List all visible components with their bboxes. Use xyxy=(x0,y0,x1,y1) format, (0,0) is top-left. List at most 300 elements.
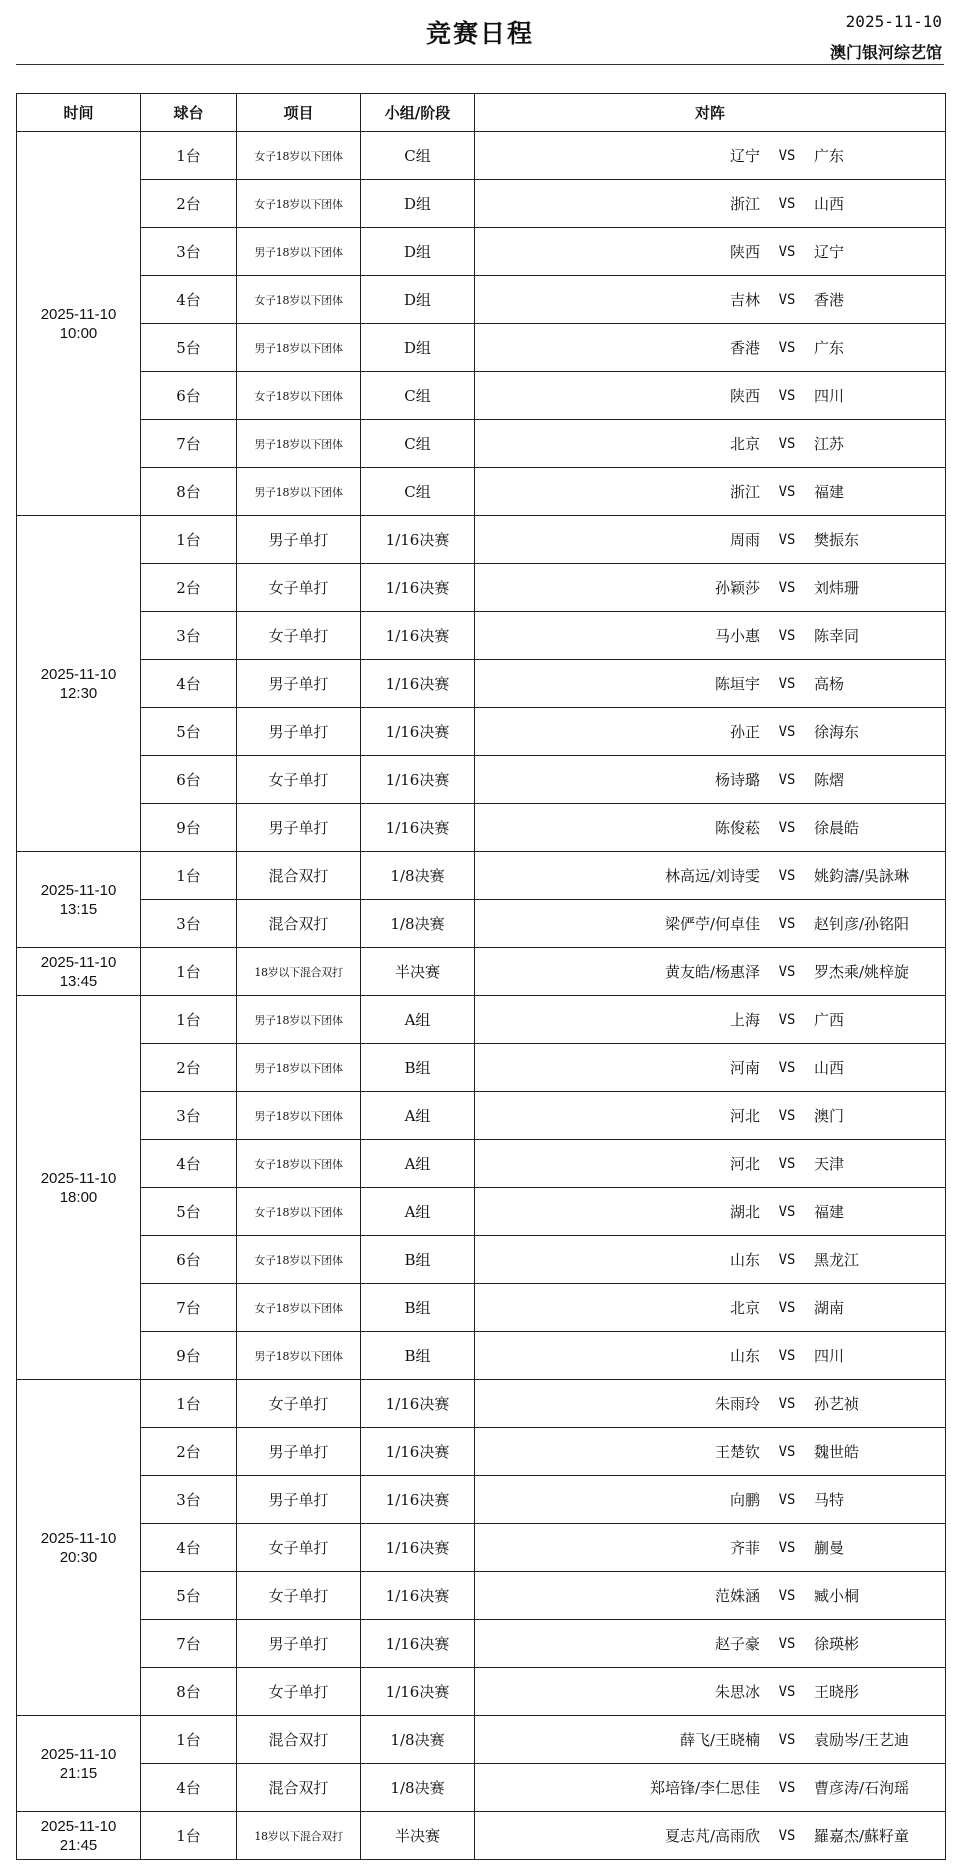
matchup xyxy=(475,804,946,852)
table-number: 6台 xyxy=(141,756,237,804)
event-name: 女子18岁以下团体 xyxy=(237,1188,361,1236)
vs-label: VS xyxy=(778,1251,796,1268)
table-number: 1台 xyxy=(141,996,237,1044)
matchup-line xyxy=(475,180,945,227)
session-date: 2025-11-10 xyxy=(40,1745,117,1763)
home-side: 薛飞/王晓楠 xyxy=(679,1731,760,1749)
matchup xyxy=(475,324,946,372)
stage-name: D组 xyxy=(361,276,475,324)
matchup xyxy=(475,900,946,948)
home-side: 浙江 xyxy=(729,483,760,501)
table-header-row xyxy=(17,94,946,132)
matchup xyxy=(475,852,946,900)
table-number: 5台 xyxy=(141,708,237,756)
stage-name: 1/16决赛 xyxy=(361,1572,475,1620)
away-side: 山西 xyxy=(814,1059,845,1077)
home-side: 杨诗璐 xyxy=(714,771,760,789)
matchup-line xyxy=(475,1812,945,1859)
table-row xyxy=(17,996,946,1044)
away-side: 山西 xyxy=(814,195,845,213)
matchup-line xyxy=(475,804,945,851)
event-name: 女子18岁以下团体 xyxy=(237,180,361,228)
stage-name: D组 xyxy=(361,324,475,372)
home-side: 马小惠 xyxy=(714,627,760,645)
home-side: 河北 xyxy=(729,1107,760,1125)
stage-name: D组 xyxy=(361,180,475,228)
vs-label: VS xyxy=(778,291,796,308)
matchup-line xyxy=(475,420,945,467)
away-side: 曹彦涛/石洵瑶 xyxy=(814,1779,910,1797)
stage-name: 1/16决赛 xyxy=(361,1620,475,1668)
matchup xyxy=(475,1764,946,1812)
away-side: 澳门 xyxy=(814,1107,845,1125)
matchup-line xyxy=(475,756,945,803)
stage-name: 1/8决赛 xyxy=(361,852,475,900)
session-date: 2025-11-10 xyxy=(40,305,117,323)
table-number: 5台 xyxy=(141,1188,237,1236)
table-row xyxy=(17,468,946,516)
table-row xyxy=(17,1092,946,1140)
column-header-stage: 小组/阶段 xyxy=(361,94,475,132)
stage-name: 1/8决赛 xyxy=(361,1716,475,1764)
stage-name: B组 xyxy=(361,1236,475,1284)
session-clock: 20:30 xyxy=(59,1548,98,1566)
home-side: 河北 xyxy=(729,1155,760,1173)
matchup xyxy=(475,1572,946,1620)
table-row xyxy=(17,180,946,228)
matchup-line xyxy=(475,1380,945,1427)
vs-label: VS xyxy=(778,147,796,164)
stage-name: B组 xyxy=(361,1332,475,1380)
stage-name: A组 xyxy=(361,996,475,1044)
session-date: 2025-11-10 xyxy=(40,1169,117,1187)
vs-label: VS xyxy=(778,1395,796,1412)
event-name: 混合双打 xyxy=(237,1764,361,1812)
vs-label: VS xyxy=(778,1635,796,1652)
event-name: 男子单打 xyxy=(237,804,361,852)
stage-name: 1/16决赛 xyxy=(361,1428,475,1476)
table-row xyxy=(17,1668,946,1716)
session-time xyxy=(17,996,141,1380)
stage-name: B组 xyxy=(361,1044,475,1092)
matchup xyxy=(475,180,946,228)
matchup-line xyxy=(475,132,945,179)
vs-label: VS xyxy=(778,1587,796,1604)
page-title: 竞赛日程 xyxy=(425,19,534,48)
matchup-line xyxy=(475,900,945,947)
vs-label: VS xyxy=(778,819,796,836)
matchup-line xyxy=(475,1284,945,1331)
matchup-line xyxy=(475,228,945,275)
away-side: 樊振东 xyxy=(814,531,860,549)
home-side: 浙江 xyxy=(729,195,760,213)
matchup-line xyxy=(475,1140,945,1187)
matchup-line xyxy=(475,1428,945,1475)
table-number: 1台 xyxy=(141,516,237,564)
home-side: 朱思冰 xyxy=(714,1683,760,1701)
away-side: 王晓彤 xyxy=(814,1683,860,1701)
table-row xyxy=(17,756,946,804)
event-name: 混合双打 xyxy=(237,1716,361,1764)
matchup xyxy=(475,708,946,756)
event-name: 男子18岁以下团体 xyxy=(237,420,361,468)
column-header-table: 球台 xyxy=(141,94,237,132)
home-side: 赵子豪 xyxy=(714,1635,760,1653)
away-side: 辽宁 xyxy=(814,243,845,261)
stage-name: 1/16决赛 xyxy=(361,1380,475,1428)
event-name: 女子单打 xyxy=(237,612,361,660)
away-side: 赵钊彦/孙铭阳 xyxy=(814,915,910,933)
matchup xyxy=(475,420,946,468)
header-divider xyxy=(16,64,944,65)
matchup xyxy=(475,1284,946,1332)
matchup-line xyxy=(475,1620,945,1667)
matchup-line xyxy=(475,612,945,659)
home-side: 香港 xyxy=(729,339,760,357)
header-venue: 澳门银河综艺馆 xyxy=(829,43,942,62)
stage-name: C组 xyxy=(361,372,475,420)
table-row xyxy=(17,228,946,276)
matchup xyxy=(475,948,946,996)
matchup xyxy=(475,372,946,420)
away-side: 广东 xyxy=(814,147,845,165)
table-number: 3台 xyxy=(141,228,237,276)
away-side: 徐海东 xyxy=(814,723,860,741)
matchup xyxy=(475,1476,946,1524)
vs-label: VS xyxy=(778,1299,796,1316)
away-side: 陈幸同 xyxy=(814,627,860,645)
table-number: 9台 xyxy=(141,804,237,852)
session-clock: 12:30 xyxy=(59,684,98,702)
event-name: 女子18岁以下团体 xyxy=(237,1140,361,1188)
session-clock: 10:00 xyxy=(59,324,98,342)
matchup-line xyxy=(475,1044,945,1091)
stage-name: C组 xyxy=(361,468,475,516)
home-side: 山东 xyxy=(729,1251,760,1269)
table-row xyxy=(17,1812,946,1860)
matchup-line xyxy=(475,1188,945,1235)
home-side: 上海 xyxy=(729,1011,760,1029)
schedule-table xyxy=(16,93,946,1860)
matchup xyxy=(475,996,946,1044)
session-time xyxy=(17,1716,141,1812)
home-side: 梁俨苧/何卓佳 xyxy=(664,915,760,933)
home-side: 黄友皓/杨惠泽 xyxy=(664,963,760,981)
event-name: 男子单打 xyxy=(237,1476,361,1524)
table-number: 1台 xyxy=(141,948,237,996)
matchup-line xyxy=(475,1092,945,1139)
column-header-event: 项目 xyxy=(237,94,361,132)
home-side: 吉林 xyxy=(729,291,760,309)
away-side: 羅嘉杰/蘇籽童 xyxy=(814,1827,910,1845)
event-name: 女子单打 xyxy=(237,756,361,804)
matchup-line xyxy=(475,1764,945,1811)
matchup xyxy=(475,1620,946,1668)
away-side: 徐瑛彬 xyxy=(814,1635,860,1653)
matchup xyxy=(475,1380,946,1428)
home-side: 河南 xyxy=(729,1059,760,1077)
vs-label: VS xyxy=(778,483,796,500)
event-name: 男子18岁以下团体 xyxy=(237,1332,361,1380)
table-row xyxy=(17,1044,946,1092)
vs-label: VS xyxy=(778,1491,796,1508)
vs-label: VS xyxy=(778,1827,796,1844)
away-side: 袁励岑/王艺迪 xyxy=(814,1731,910,1749)
matchup-line xyxy=(475,276,945,323)
matchup-line xyxy=(475,324,945,371)
event-name: 男子单打 xyxy=(237,516,361,564)
column-header-time: 时间 xyxy=(17,94,141,132)
matchup-line xyxy=(475,1716,945,1763)
table-number: 1台 xyxy=(141,132,237,180)
stage-name: 半决赛 xyxy=(361,1812,475,1860)
away-side: 陈熠 xyxy=(814,771,845,789)
away-side: 姚鈞濤/吳詠琳 xyxy=(814,867,910,885)
home-side: 林高远/刘诗雯 xyxy=(664,867,760,885)
table-number: 7台 xyxy=(141,420,237,468)
session-date: 2025-11-10 xyxy=(40,953,117,971)
table-number: 4台 xyxy=(141,276,237,324)
matchup xyxy=(475,1716,946,1764)
table-row xyxy=(17,372,946,420)
vs-label: VS xyxy=(778,579,796,596)
stage-name: 1/16决赛 xyxy=(361,612,475,660)
session-time xyxy=(17,516,141,852)
table-row xyxy=(17,660,946,708)
event-name: 男子18岁以下团体 xyxy=(237,468,361,516)
home-side: 朱雨玲 xyxy=(714,1395,760,1413)
session-time xyxy=(17,1380,141,1716)
vs-label: VS xyxy=(778,1011,796,1028)
vs-label: VS xyxy=(778,771,796,788)
home-side: 辽宁 xyxy=(729,147,760,165)
vs-label: VS xyxy=(778,1683,796,1700)
stage-name: 1/16决赛 xyxy=(361,1668,475,1716)
vs-label: VS xyxy=(778,1731,796,1748)
table-number: 7台 xyxy=(141,1620,237,1668)
table-row xyxy=(17,1716,946,1764)
vs-label: VS xyxy=(778,723,796,740)
matchup-line xyxy=(475,372,945,419)
away-side: 广西 xyxy=(814,1011,845,1029)
table-row xyxy=(17,1284,946,1332)
table-number: 9台 xyxy=(141,1332,237,1380)
table-number: 6台 xyxy=(141,1236,237,1284)
table-number: 2台 xyxy=(141,1044,237,1092)
column-header-matchup: 对阵 xyxy=(475,94,946,132)
table-row xyxy=(17,708,946,756)
event-name: 女子18岁以下团体 xyxy=(237,372,361,420)
vs-label: VS xyxy=(778,1539,796,1556)
event-name: 男子单打 xyxy=(237,1428,361,1476)
matchup xyxy=(475,1092,946,1140)
table-number: 3台 xyxy=(141,1092,237,1140)
away-side: 刘炜珊 xyxy=(814,579,860,597)
session-date: 2025-11-10 xyxy=(40,665,117,683)
vs-label: VS xyxy=(778,675,796,692)
away-side: 高杨 xyxy=(814,675,845,693)
event-name: 男子单打 xyxy=(237,1620,361,1668)
session-date: 2025-11-10 xyxy=(40,1817,117,1835)
table-row xyxy=(17,132,946,180)
matchup xyxy=(475,756,946,804)
event-name: 18岁以下混合双打 xyxy=(237,1812,361,1860)
event-name: 男子18岁以下团体 xyxy=(237,1044,361,1092)
stage-name: 1/16决赛 xyxy=(361,756,475,804)
matchup xyxy=(475,1524,946,1572)
away-side: 广东 xyxy=(814,339,845,357)
vs-label: VS xyxy=(778,531,796,548)
home-side: 郑培锋/李仁思佳 xyxy=(649,1779,760,1797)
vs-label: VS xyxy=(778,1107,796,1124)
home-side: 陕西 xyxy=(729,243,760,261)
table-row xyxy=(17,1236,946,1284)
table-row xyxy=(17,324,946,372)
away-side: 徐晨皓 xyxy=(814,819,860,837)
away-side: 香港 xyxy=(814,291,845,309)
table-row xyxy=(17,276,946,324)
stage-name: B组 xyxy=(361,1284,475,1332)
home-side: 陈垣宇 xyxy=(714,675,760,693)
table-row xyxy=(17,1620,946,1668)
event-name: 男子18岁以下团体 xyxy=(237,324,361,372)
table-row xyxy=(17,420,946,468)
stage-name: A组 xyxy=(361,1140,475,1188)
vs-label: VS xyxy=(778,387,796,404)
table-number: 3台 xyxy=(141,900,237,948)
away-side: 蒯曼 xyxy=(814,1539,845,1557)
matchup-line xyxy=(475,564,945,611)
away-side: 福建 xyxy=(814,1203,845,1221)
vs-label: VS xyxy=(778,243,796,260)
stage-name: 半决赛 xyxy=(361,948,475,996)
event-name: 18岁以下混合双打 xyxy=(237,948,361,996)
table-row xyxy=(17,612,946,660)
home-side: 湖北 xyxy=(729,1203,760,1221)
session-date: 2025-11-10 xyxy=(40,1529,117,1547)
table-number: 1台 xyxy=(141,1380,237,1428)
table-number: 2台 xyxy=(141,1428,237,1476)
away-side: 福建 xyxy=(814,483,845,501)
table-number: 1台 xyxy=(141,1716,237,1764)
stage-name: A组 xyxy=(361,1092,475,1140)
table-row xyxy=(17,852,946,900)
home-side: 孙正 xyxy=(729,723,760,741)
vs-label: VS xyxy=(778,627,796,644)
table-row xyxy=(17,1524,946,1572)
matchup xyxy=(475,1188,946,1236)
table-row xyxy=(17,1332,946,1380)
vs-label: VS xyxy=(778,1155,796,1172)
vs-label: VS xyxy=(778,915,796,932)
home-side: 北京 xyxy=(729,435,760,453)
matchup xyxy=(475,468,946,516)
stage-name: 1/16决赛 xyxy=(361,660,475,708)
session-time xyxy=(17,852,141,948)
table-row xyxy=(17,948,946,996)
session-clock: 21:15 xyxy=(59,1764,98,1782)
matchup xyxy=(475,1428,946,1476)
vs-label: VS xyxy=(778,1779,796,1796)
session-time xyxy=(17,948,141,996)
table-number: 2台 xyxy=(141,564,237,612)
away-side: 罗杰乘/姚梓旋 xyxy=(814,963,910,981)
home-side: 山东 xyxy=(729,1347,760,1365)
event-name: 男子单打 xyxy=(237,660,361,708)
header-date: 2025-11-10 xyxy=(845,12,942,31)
table-row xyxy=(17,1764,946,1812)
stage-name: 1/16决赛 xyxy=(361,516,475,564)
table-row xyxy=(17,1572,946,1620)
matchup-line xyxy=(475,948,945,995)
home-side: 陈俊菘 xyxy=(714,819,760,837)
home-side: 孙颖莎 xyxy=(714,579,760,597)
matchup-line xyxy=(475,1476,945,1523)
matchup xyxy=(475,1044,946,1092)
home-side: 范姝涵 xyxy=(714,1587,760,1605)
matchup xyxy=(475,516,946,564)
event-name: 混合双打 xyxy=(237,900,361,948)
event-name: 女子单打 xyxy=(237,1380,361,1428)
table-number: 8台 xyxy=(141,468,237,516)
stage-name: 1/16决赛 xyxy=(361,1476,475,1524)
home-side: 陕西 xyxy=(729,387,760,405)
matchup-line xyxy=(475,1236,945,1283)
session-clock: 18:00 xyxy=(59,1188,98,1206)
table-number: 1台 xyxy=(141,1812,237,1860)
event-name: 女子18岁以下团体 xyxy=(237,1284,361,1332)
matchup xyxy=(475,1140,946,1188)
session-time xyxy=(17,1812,141,1860)
matchup-line xyxy=(475,1524,945,1571)
table-row xyxy=(17,804,946,852)
table-row xyxy=(17,900,946,948)
event-name: 女子单打 xyxy=(237,1524,361,1572)
session-clock: 13:15 xyxy=(59,900,98,918)
table-row xyxy=(17,1140,946,1188)
table-row xyxy=(17,564,946,612)
away-side: 四川 xyxy=(814,1347,845,1365)
table-number: 4台 xyxy=(141,1764,237,1812)
matchup xyxy=(475,612,946,660)
matchup xyxy=(475,228,946,276)
event-name: 男子18岁以下团体 xyxy=(237,1092,361,1140)
home-side: 向鹏 xyxy=(729,1491,760,1509)
home-side: 夏志芃/高雨欣 xyxy=(664,1827,760,1845)
matchup-line xyxy=(475,1332,945,1379)
event-name: 女子18岁以下团体 xyxy=(237,132,361,180)
table-number: 7台 xyxy=(141,1284,237,1332)
event-name: 女子18岁以下团体 xyxy=(237,1236,361,1284)
matchup-line xyxy=(475,852,945,899)
table-number: 4台 xyxy=(141,1140,237,1188)
home-side: 王楚钦 xyxy=(714,1443,760,1461)
stage-name: A组 xyxy=(361,1188,475,1236)
table-number: 3台 xyxy=(141,1476,237,1524)
event-name: 男子18岁以下团体 xyxy=(237,228,361,276)
stage-name: C组 xyxy=(361,132,475,180)
matchup-line xyxy=(475,660,945,707)
home-side: 齐菲 xyxy=(729,1539,760,1557)
vs-label: VS xyxy=(778,339,796,356)
table-number: 4台 xyxy=(141,660,237,708)
vs-label: VS xyxy=(778,1059,796,1076)
matchup-line xyxy=(475,708,945,755)
vs-label: VS xyxy=(778,867,796,884)
away-side: 孙艺祯 xyxy=(814,1395,860,1413)
event-name: 女子单打 xyxy=(237,1572,361,1620)
table-number: 4台 xyxy=(141,1524,237,1572)
